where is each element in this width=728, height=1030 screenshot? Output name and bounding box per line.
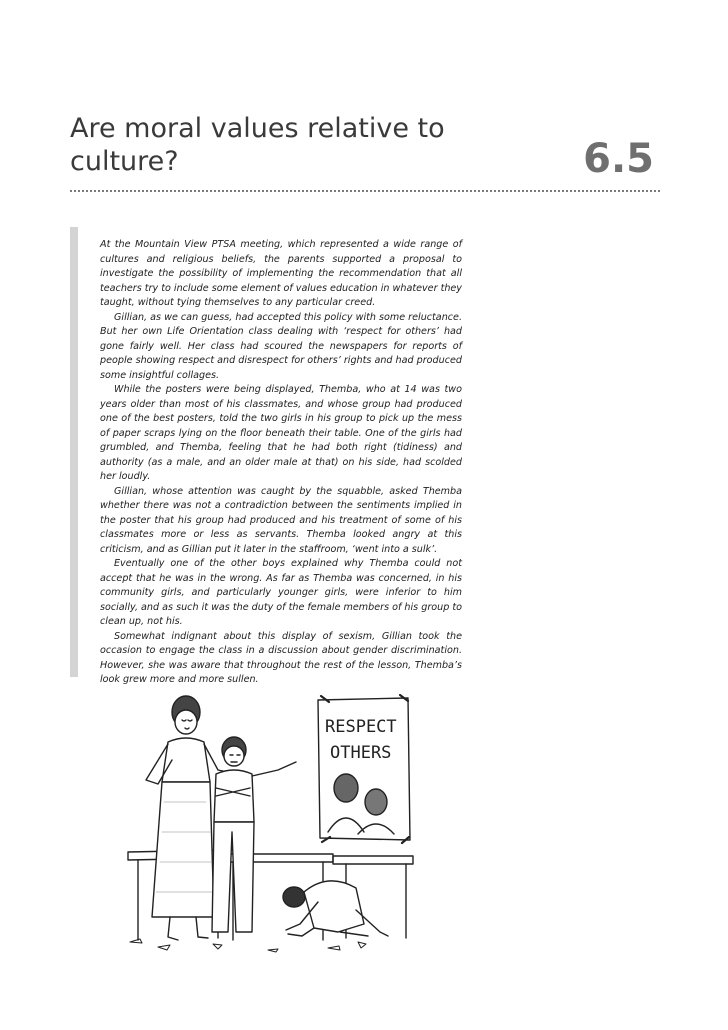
paragraph: Gillian, whose attention was caught by the squabble, asked Themba whether there was not a contradiction between the sentiments implied in the poster that his group had produced and his treatment of some of his classmates more or less as servants. Themba looked angry at this criticism, and as Gillian put it later in the staffroom, ‘went into a sulk’. [100,485,462,555]
section-number: 6.5 [583,136,654,182]
paragraph: At the Mountain View PTSA meeting, which represented a wide range of cultures and religious beliefs, the parents supported a proposal to investigate the possibility of implementing the recommendation that all teachers try to include some element of values education in whatever they taught, without tying themselves to any particular creed. [100,239,462,308]
poster-text-line-2: OTHERS [330,743,392,763]
paragraph: While the posters were being displayed, Themba, who at 14 was two years older than most of his classmates, and whose group had produced one of the best posters, told the two girls in his group to pick up the mess of paper scraps lying on the floor beneath their table. One of the girls had grumbled, and Themba, feeling that he had both right (tidiness) and authority (as a male, and an older male at that) on his side, had scolded her loudly. [100,384,462,482]
dotted-divider [70,190,660,192]
respect-others-poster [318,695,410,843]
page-title: Are moral values relative to culture? [70,113,445,177]
paragraph: Eventually one of the other boys explained why Themba could not accept that he was in the wrong. As far as Themba was concerned, in his community girls, and particularly younger girls, were inferior to him socially, and as such it was the duty of the female members of his group to clean up, not his. [100,558,462,627]
paragraph: Somewhat indignant about this display of sexism, Gillian took the occasion to engage the class in a discussion about gender discrimination. However, she was aware that throughout the rest of the lesson, Themba’s look grew more and more sullen. [100,630,462,685]
themba-figure [212,737,296,932]
paragraph: Gillian, as we can guess, had accepted this policy with some reluctance. But her own Life Orientation class dealing with ‘respect for others’ had gone fairly well. Her class had scoured the newspapers for reports of people showing respect and disrespect for others’ rights and had produced some insightful collages. [100,311,462,381]
paper-scraps [130,939,366,952]
classroom-illustration [118,692,418,954]
girls-picking-up-scraps [283,881,388,936]
story-text [100,238,462,688]
sidebar-accent-bar [70,227,78,677]
poster-text-line-1: RESPECT [325,717,397,737]
